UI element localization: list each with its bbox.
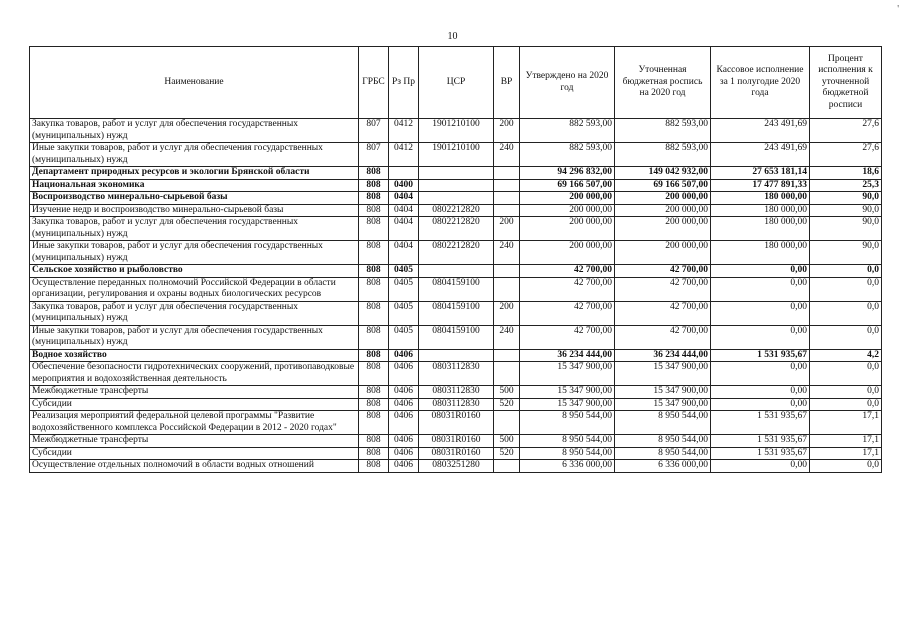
cell-percent: 90,0 <box>810 192 882 205</box>
cell-percent: 90,0 <box>810 204 882 217</box>
cell-rzpr: 0406 <box>389 349 419 362</box>
cell-refined: 15 347 900,00 <box>615 386 711 399</box>
table-row <box>30 460 882 473</box>
cell-name: Обеспечение безопасности гидротехнических сооружений, противопаводковые мероприятия и водохозяйственная деятельность <box>30 362 359 386</box>
cell-refined: 882 593,00 <box>615 119 711 143</box>
cell-rzpr: 0405 <box>389 277 419 301</box>
cell-csr: 0804159100 <box>419 325 494 349</box>
table-row <box>30 167 882 180</box>
cell-refined: 8 950 544,00 <box>615 435 711 448</box>
cell-csr <box>419 192 494 205</box>
cell-percent: 0,0 <box>810 362 882 386</box>
cell-rzpr: 0405 <box>389 265 419 278</box>
cell-percent: 0,0 <box>810 325 882 349</box>
cell-approved: 6 336 000,00 <box>520 460 615 473</box>
cell-name: Национальная экономика <box>30 179 359 192</box>
table-header-row <box>30 47 882 119</box>
cell-name: Сельское хозяйство и рыболовство <box>30 265 359 278</box>
cell-approved: 200 000,00 <box>520 204 615 217</box>
cell-refined: 36 234 444,00 <box>615 349 711 362</box>
cell-approved: 69 166 507,00 <box>520 179 615 192</box>
table-row <box>30 447 882 460</box>
cell-cash: 27 653 181,14 <box>711 167 810 180</box>
cell-percent: 90,0 <box>810 241 882 265</box>
cell-csr: 1901210100 <box>419 119 494 143</box>
cell-grbs: 808 <box>359 460 389 473</box>
cell-grbs: 808 <box>359 204 389 217</box>
cell-approved: 42 700,00 <box>520 265 615 278</box>
cell-approved: 94 296 832,00 <box>520 167 615 180</box>
cell-csr <box>419 179 494 192</box>
cell-name: Реализация мероприятий федеральной целевой программы "Развитие водохозяйственного комплекса Российской Федерации в 2012 - 2020 годах" <box>30 411 359 435</box>
cell-cash: 0,00 <box>711 301 810 325</box>
table-row <box>30 277 882 301</box>
cell-percent: 0,0 <box>810 301 882 325</box>
cell-csr: 08031R0160 <box>419 435 494 448</box>
header-csr: ЦСР <box>419 47 494 119</box>
cell-refined: 42 700,00 <box>615 325 711 349</box>
cell-name: Осуществление отдельных полномочий в области водных отношений <box>30 460 359 473</box>
cell-csr: 0804159100 <box>419 301 494 325</box>
cell-csr: 0803112830 <box>419 362 494 386</box>
table-row <box>30 398 882 411</box>
table-row <box>30 143 882 167</box>
cell-rzpr: 0400 <box>389 179 419 192</box>
header-percent: Процент исполнения к уточненной бюджетной росписи <box>810 47 882 119</box>
cell-percent: 25,3 <box>810 179 882 192</box>
cell-refined: 69 166 507,00 <box>615 179 711 192</box>
cell-percent: 17,1 <box>810 435 882 448</box>
cell-rzpr: 0406 <box>389 386 419 399</box>
cell-csr: 08031R0160 <box>419 447 494 460</box>
table-row <box>30 217 882 241</box>
header-rzpr: Рз Пр <box>389 47 419 119</box>
cell-approved: 8 950 544,00 <box>520 411 615 435</box>
cell-approved: 200 000,00 <box>520 241 615 265</box>
cell-name: Изучение недр и воспроизводство минерально-сырьевой базы <box>30 204 359 217</box>
cell-refined: 200 000,00 <box>615 241 711 265</box>
cell-grbs: 808 <box>359 325 389 349</box>
cell-cash: 180 000,00 <box>711 204 810 217</box>
table-row <box>30 349 882 362</box>
cell-percent: 90,0 <box>810 217 882 241</box>
cell-cash: 1 531 935,67 <box>711 411 810 435</box>
cell-cash: 0,00 <box>711 265 810 278</box>
cell-cash: 243 491,69 <box>711 119 810 143</box>
cell-grbs: 808 <box>359 192 389 205</box>
cell-csr <box>419 265 494 278</box>
table-row <box>30 386 882 399</box>
cell-csr: 0803251280 <box>419 460 494 473</box>
cell-grbs: 808 <box>359 349 389 362</box>
cell-name: Иные закупки товаров, работ и услуг для обеспечения государственных (муниципальных) нужд <box>30 325 359 349</box>
cell-approved: 882 593,00 <box>520 143 615 167</box>
cell-vr: 500 <box>494 435 520 448</box>
cell-csr <box>419 167 494 180</box>
cell-percent: 0,0 <box>810 460 882 473</box>
cell-csr: 0804159100 <box>419 277 494 301</box>
cell-grbs: 808 <box>359 301 389 325</box>
cell-refined: 200 000,00 <box>615 217 711 241</box>
cell-refined: 42 700,00 <box>615 277 711 301</box>
cell-approved: 15 347 900,00 <box>520 362 615 386</box>
cell-vr: 520 <box>494 398 520 411</box>
cell-approved: 42 700,00 <box>520 301 615 325</box>
cell-rzpr: 0406 <box>389 362 419 386</box>
cell-name: Закупка товаров, работ и услуг для обеспечения государственных (муниципальных) нужд <box>30 217 359 241</box>
header-name: Наименование <box>30 47 359 119</box>
cell-csr: 0803112830 <box>419 398 494 411</box>
cell-refined: 6 336 000,00 <box>615 460 711 473</box>
cell-refined: 42 700,00 <box>615 265 711 278</box>
cell-grbs: 808 <box>359 362 389 386</box>
cell-csr: 0802212820 <box>419 241 494 265</box>
cell-vr <box>494 411 520 435</box>
cell-name: Воспроизводство минерально-сырьевой базы <box>30 192 359 205</box>
header-vr: ВР <box>494 47 520 119</box>
cell-name: Субсидии <box>30 447 359 460</box>
cell-name: Субсидии <box>30 398 359 411</box>
cell-percent: 0,0 <box>810 386 882 399</box>
cell-csr <box>419 349 494 362</box>
cell-percent: 27,6 <box>810 143 882 167</box>
cell-percent: 17,1 <box>810 447 882 460</box>
table-row <box>30 265 882 278</box>
table-row <box>30 119 882 143</box>
cell-vr <box>494 265 520 278</box>
cell-vr: 240 <box>494 325 520 349</box>
cell-vr: 200 <box>494 119 520 143</box>
cell-percent: 27,6 <box>810 119 882 143</box>
table-body <box>30 119 882 473</box>
cell-vr <box>494 167 520 180</box>
cell-approved: 200 000,00 <box>520 192 615 205</box>
table-row <box>30 179 882 192</box>
cell-vr: 520 <box>494 447 520 460</box>
cell-name: Иные закупки товаров, работ и услуг для обеспечения государственных (муниципальных) нужд <box>30 143 359 167</box>
cell-percent: 18,6 <box>810 167 882 180</box>
cell-grbs: 808 <box>359 386 389 399</box>
cell-rzpr: 0404 <box>389 217 419 241</box>
cell-grbs: 808 <box>359 265 389 278</box>
cell-rzpr: 0404 <box>389 192 419 205</box>
budget-table <box>29 46 882 473</box>
table-row <box>30 362 882 386</box>
cell-approved: 42 700,00 <box>520 325 615 349</box>
cell-refined: 8 950 544,00 <box>615 411 711 435</box>
cell-cash: 1 531 935,67 <box>711 435 810 448</box>
cell-name: Межбюджетные трансферты <box>30 386 359 399</box>
cell-rzpr: 0406 <box>389 398 419 411</box>
cell-grbs: 808 <box>359 167 389 180</box>
cell-refined: 200 000,00 <box>615 204 711 217</box>
cell-grbs: 808 <box>359 435 389 448</box>
cell-approved: 15 347 900,00 <box>520 386 615 399</box>
cell-csr: 08031R0160 <box>419 411 494 435</box>
cell-cash: 0,00 <box>711 325 810 349</box>
cell-rzpr: 0406 <box>389 447 419 460</box>
cell-csr: 0803112830 <box>419 386 494 399</box>
cell-refined: 200 000,00 <box>615 192 711 205</box>
cell-grbs: 808 <box>359 411 389 435</box>
cell-vr <box>494 277 520 301</box>
cell-vr <box>494 460 520 473</box>
cell-name: Закупка товаров, работ и услуг для обеспечения государственных (муниципальных) нужд <box>30 301 359 325</box>
cell-cash: 1 531 935,67 <box>711 447 810 460</box>
cell-grbs: 807 <box>359 143 389 167</box>
page-number: 10 <box>447 31 458 42</box>
cell-name: Закупка товаров, работ и услуг для обеспечения государственных (муниципальных) нужд <box>30 119 359 143</box>
cell-vr: 200 <box>494 301 520 325</box>
cell-percent: 0,0 <box>810 265 882 278</box>
cell-approved: 8 950 544,00 <box>520 447 615 460</box>
cell-grbs: 808 <box>359 217 389 241</box>
cell-refined: 15 347 900,00 <box>615 398 711 411</box>
cell-cash: 180 000,00 <box>711 192 810 205</box>
cell-cash: 180 000,00 <box>711 241 810 265</box>
cell-grbs: 808 <box>359 447 389 460</box>
cell-vr <box>494 362 520 386</box>
cell-vr <box>494 349 520 362</box>
cell-rzpr: 0412 <box>389 143 419 167</box>
cell-approved: 36 234 444,00 <box>520 349 615 362</box>
cell-vr: 200 <box>494 217 520 241</box>
cell-name: Иные закупки товаров, работ и услуг для обеспечения государственных (муниципальных) нужд <box>30 241 359 265</box>
cell-rzpr <box>389 167 419 180</box>
cell-cash: 0,00 <box>711 398 810 411</box>
cell-cash: 0,00 <box>711 362 810 386</box>
cell-rzpr: 0405 <box>389 301 419 325</box>
cell-refined: 8 950 544,00 <box>615 447 711 460</box>
table-row <box>30 301 882 325</box>
cell-name: Межбюджетные трансферты <box>30 435 359 448</box>
cell-percent: 0,0 <box>810 277 882 301</box>
header-cash: Кассовое исполнение за 1 полугодие 2020 года <box>711 47 810 119</box>
cell-name: Департамент природных ресурсов и экологии Брянской области <box>30 167 359 180</box>
header-refined: Уточненная бюджетная роспись на 2020 год <box>615 47 711 119</box>
cell-vr: 500 <box>494 386 520 399</box>
cell-approved: 15 347 900,00 <box>520 398 615 411</box>
cell-vr <box>494 204 520 217</box>
cell-rzpr: 0404 <box>389 241 419 265</box>
header-approved: Утверждено на 2020 год <box>520 47 615 119</box>
cell-cash: 1 531 935,67 <box>711 349 810 362</box>
cell-vr <box>494 192 520 205</box>
cell-grbs: 808 <box>359 241 389 265</box>
cell-csr: 0802212820 <box>419 217 494 241</box>
cell-percent: 4,2 <box>810 349 882 362</box>
cell-approved: 8 950 544,00 <box>520 435 615 448</box>
cell-rzpr: 0405 <box>389 325 419 349</box>
table-row <box>30 435 882 448</box>
table-row <box>30 204 882 217</box>
cell-name: Осуществление переданных полномочий Российской Федерации в области организации, регулирования и охраны водных биологических ресурсов <box>30 277 359 301</box>
cell-rzpr: 0404 <box>389 204 419 217</box>
cell-name: Водное хозяйство <box>30 349 359 362</box>
cell-grbs: 808 <box>359 277 389 301</box>
cell-vr <box>494 179 520 192</box>
cell-cash: 17 477 891,33 <box>711 179 810 192</box>
cell-vr: 240 <box>494 241 520 265</box>
cell-vr: 240 <box>494 143 520 167</box>
cell-grbs: 808 <box>359 179 389 192</box>
corner-mark: ' <box>897 4 899 15</box>
table-row <box>30 411 882 435</box>
cell-rzpr: 0406 <box>389 411 419 435</box>
cell-refined: 15 347 900,00 <box>615 362 711 386</box>
table-row <box>30 325 882 349</box>
cell-csr: 1901210100 <box>419 143 494 167</box>
cell-rzpr: 0412 <box>389 119 419 143</box>
cell-cash: 0,00 <box>711 386 810 399</box>
cell-cash: 0,00 <box>711 460 810 473</box>
cell-percent: 0,0 <box>810 398 882 411</box>
table-row <box>30 241 882 265</box>
cell-refined: 42 700,00 <box>615 301 711 325</box>
cell-approved: 42 700,00 <box>520 277 615 301</box>
cell-approved: 882 593,00 <box>520 119 615 143</box>
cell-grbs: 808 <box>359 398 389 411</box>
cell-csr: 0802212820 <box>419 204 494 217</box>
cell-cash: 180 000,00 <box>711 217 810 241</box>
cell-refined: 149 042 932,00 <box>615 167 711 180</box>
header-grbs: ГРБС <box>359 47 389 119</box>
cell-approved: 200 000,00 <box>520 217 615 241</box>
cell-cash: 0,00 <box>711 277 810 301</box>
cell-rzpr: 0406 <box>389 435 419 448</box>
cell-grbs: 807 <box>359 119 389 143</box>
cell-rzpr: 0406 <box>389 460 419 473</box>
cell-cash: 243 491,69 <box>711 143 810 167</box>
cell-refined: 882 593,00 <box>615 143 711 167</box>
table-row <box>30 192 882 205</box>
cell-percent: 17,1 <box>810 411 882 435</box>
